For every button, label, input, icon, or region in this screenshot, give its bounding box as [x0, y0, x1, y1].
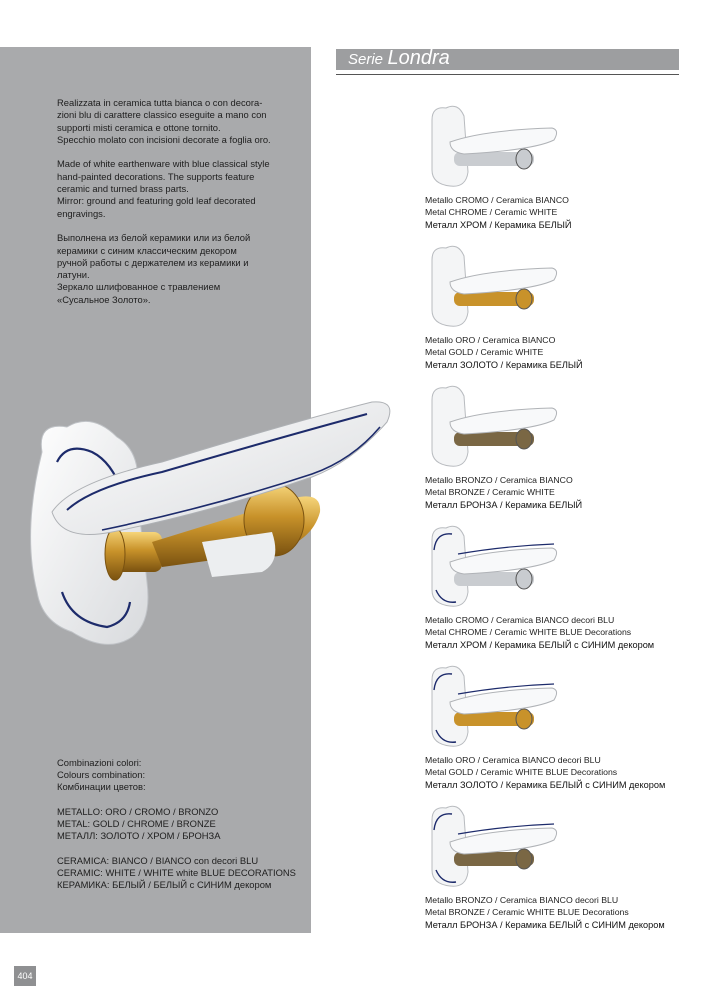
variant-thumbnail	[424, 100, 564, 192]
variant-caption-ru: Металл ЗОЛОТО / Керамика БЕЛЫЙ с СИНИМ декором	[425, 779, 666, 790]
variant-caption-it: Metallo ORO / Ceramica BIANCO	[425, 335, 556, 345]
variant-caption	[425, 474, 705, 511]
intro-russian: Выполнена из белой керамики или из белой керамики с синим классическим декором ручной работы с держателем из керамики и латуни. Зеркало шлифованное с травлением «Сусальное Золото».	[57, 232, 251, 305]
variant-caption-ru: Металл БРОНЗА / Керамика БЕЛЫЙ с СИНИМ декором	[425, 919, 665, 930]
variant-caption	[425, 194, 705, 231]
variant-thumbnail	[424, 660, 564, 752]
series-title	[348, 47, 450, 70]
variant-caption-it: Metallo BRONZO / Ceramica BIANCO decori BLU	[425, 895, 619, 905]
variant-caption	[425, 614, 705, 651]
combinations-metals: METALLO: ORO / CROMO / BRONZO METAL: GOLD / CHROME / BRONZE МЕТАЛЛ: ЗОЛОТО / ХРОМ / БРОНЗА	[57, 805, 221, 842]
intro-italian: Realizzata in ceramica tutta bianca o con decora- zioni blu di carattere classico eseguite a mano con supporti misti ceramica e ottone tornito. Specchio molato con incisioni decorate a foglia oro.	[57, 97, 271, 145]
variant-caption-en: Metal GOLD / Ceramic WHITE BLUE Decorations	[425, 767, 618, 778]
series-divider	[336, 74, 679, 75]
series-prefix: Serie	[348, 51, 384, 68]
variant-caption-it: Metallo BRONZO / Ceramica BIANCO	[425, 475, 573, 485]
variant-thumbnail	[424, 800, 564, 892]
variant-thumbnail	[424, 380, 564, 472]
variant-caption-ru: Металл ЗОЛОТО / Керамика БЕЛЫЙ	[425, 359, 583, 370]
variant-caption	[425, 334, 705, 371]
variant-caption-en: Metal CHROME / Ceramic WHITE BLUE Decorations	[425, 627, 632, 638]
variant-caption-en: Metal BRONZE / Ceramic WHITE BLUE Decorations	[425, 907, 629, 918]
variant-caption	[425, 894, 705, 931]
variant-caption-ru: Металл ХРОМ / Керамика БЕЛЫЙ	[425, 219, 572, 230]
variant-caption-en: Metal CHROME / Ceramic WHITE	[425, 207, 558, 218]
variant-caption-it: Metallo ORO / Ceramica BIANCO decori BLU	[425, 755, 601, 765]
variant-thumbnail	[424, 240, 564, 332]
series-name: Londra	[387, 47, 450, 69]
variant-caption-it: Metallo CROMO / Ceramica BIANCO	[425, 195, 569, 205]
intro-description	[57, 97, 282, 318]
combinations-ceramics: CERAMICA: BIANCO / BIANCO con decori BLU CERAMIC: WHITE / WHITE white BLUE DECORATIONS КЕРАМИКА: БЕЛЫЙ / БЕЛЫЙ с СИНИМ декором	[57, 854, 296, 890]
intro-english: Made of white earthenware with blue classical style hand-painted decorations. The supports feature ceramic and turned brass parts. Mirror: ground and featuring gold leaf decorated engravings.	[57, 158, 270, 219]
variant-thumbnail	[424, 520, 564, 612]
variant-caption-ru: Металл ХРОМ / Керамика БЕЛЫЙ с СИНИМ декором	[425, 639, 655, 650]
variant-caption-it: Metallo CROMO / Ceramica BIANCO decori BLU	[425, 615, 615, 625]
hero-soap-dish-image	[12, 392, 392, 662]
variant-caption-en: Metal BRONZE / Ceramic WHITE	[425, 487, 555, 498]
variant-caption-ru: Металл БРОНЗА / Керамика БЕЛЫЙ	[425, 499, 583, 510]
variant-caption-en: Metal GOLD / Ceramic WHITE	[425, 347, 544, 358]
colour-combinations	[57, 757, 302, 903]
page-number: 404	[14, 966, 36, 986]
combinations-heading: Combinazioni colori: Colours combination: Комбинации цветов:	[57, 757, 146, 793]
variant-caption	[425, 754, 705, 791]
